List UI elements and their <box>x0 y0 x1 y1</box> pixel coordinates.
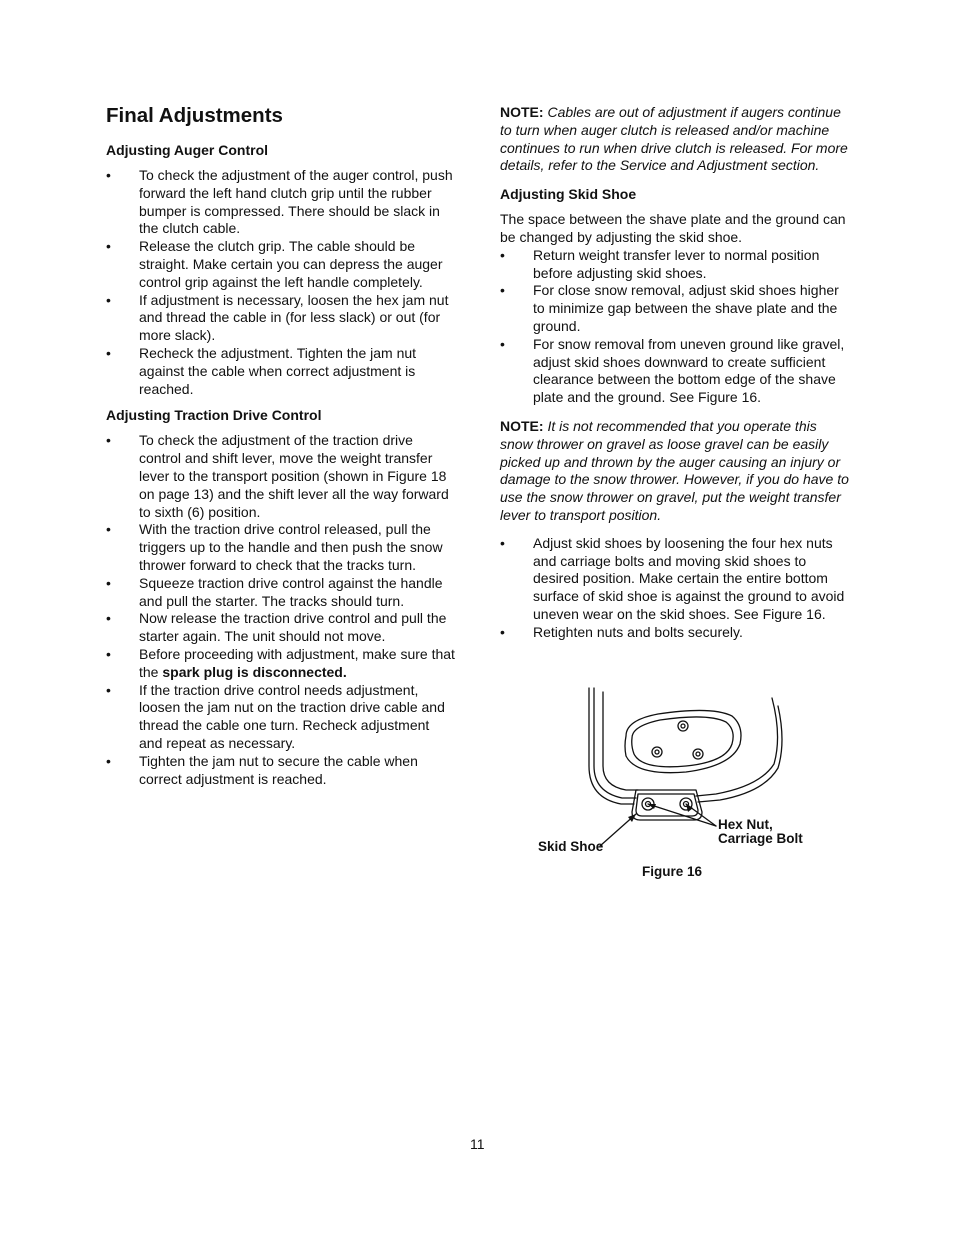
skid-intro: The space between the shave plate and the ground can be changed by adjusting the skid shoe. <box>500 211 846 245</box>
skid-list <box>500 247 852 407</box>
hex-nut-label: Hex Nut, Carriage Bolt <box>718 817 803 846</box>
list-item: • For snow removal from uneven ground like gravel, adjust skid shoes downward to create sufficient clearance between the bottom edge of the shave plate and the ground. See Figure 16. <box>500 335 845 406</box>
list-item: • To check the adjustment of the traction drive control and shift lever, move the weight transfer lever to the transport position (shown in Figure 18 on page 13) and the shift lever all the way forward to sixth (6) position. <box>106 432 449 520</box>
bullet: • <box>500 246 505 263</box>
auger-heading: Adjusting Auger Control <box>106 142 269 158</box>
bullet: • <box>106 344 111 361</box>
figure-16 <box>536 686 826 886</box>
bullet: • <box>106 167 111 183</box>
list-item: • If the traction drive control needs adjustment, loosen the jam nut on the traction drive cable and thread the cable one turn. Recheck adjustment and repeat as necessary. <box>106 681 445 751</box>
skid-list-2 <box>500 535 852 642</box>
bullet: • <box>106 681 111 698</box>
skid-shoe-label: Skid Shoe <box>538 839 604 854</box>
list-item: • If adjustment is necessary, loosen the hex jam nut and thread the cable in (for less slack) or out (for more slack). <box>106 291 449 344</box>
list-item: • For close snow removal, adjust skid shoes higher to minimize gap between the shave plate and the ground. <box>500 282 839 334</box>
bullet: • <box>106 610 111 627</box>
bullet: • <box>500 335 505 352</box>
list-item <box>106 646 456 682</box>
note-cables <box>500 104 852 175</box>
bullet: • <box>106 238 111 255</box>
spark-prefix: Before proceeding with adjustment, make sure that the <box>139 645 455 680</box>
bullet: • <box>106 645 111 662</box>
list-item: • Adjust skid shoes by loosening the four hex nuts and carriage bolts and moving skid shoes to desired position. Make certain the entire bottom surface of skid shoe is against the ground to avoid uneven wear on the skid shoes. See Figure 16. <box>500 534 845 622</box>
skid-shoe-illustration <box>536 686 826 886</box>
list-item: • Tighten the jam nut to secure the cable when correct adjustment is reached. <box>106 752 418 787</box>
skid-heading: Adjusting Skid Shoe <box>500 186 637 203</box>
note-label: NOTE: <box>500 417 544 434</box>
list-item: • Retighten nuts and bolts securely. <box>500 623 743 640</box>
note-gravel <box>500 418 852 525</box>
bullet: • <box>500 282 505 299</box>
page-number: 11 <box>470 1136 485 1152</box>
note-text: Cables are out of adjustment if augers continue to turn when auger clutch is released and/or machine continues to run when drive clutch is released. For more details, refer to the Service and Adjustment section. <box>500 104 848 174</box>
auger-list <box>106 167 456 398</box>
list-item: • Squeeze traction drive control against the handle and pull the starter. The tracks should turn. <box>106 574 443 609</box>
bullet: • <box>106 752 111 769</box>
page-title: Final Adjustments <box>106 104 283 127</box>
bullet: • <box>500 534 505 551</box>
spark-warning: spark plug is disconnected. <box>162 663 347 680</box>
right-column <box>500 104 852 642</box>
list-item: • With the traction drive control released, pull the triggers up to the handle and then push the snow thrower forward to check that the tracks turn. <box>106 521 443 573</box>
traction-heading: Adjusting Traction Drive Control <box>106 407 322 424</box>
bullet: • <box>106 521 111 538</box>
bullet: • <box>106 432 111 449</box>
note-label: NOTE: <box>500 104 544 120</box>
list-item: • Recheck the adjustment. Tighten the jam nut against the cable when correct adjustment is reached. <box>106 344 417 397</box>
traction-list <box>106 432 456 788</box>
left-column <box>106 100 456 788</box>
list-item: • Now release the traction drive control and pull the starter again. The unit should not move. <box>106 610 447 645</box>
figure-caption: Figure 16 <box>642 864 703 879</box>
note-text: It is not recommended that you operate this snow thrower on gravel as loose gravel can be easily picked up and thrown by the auger causing an injury or damage to the snow thrower. However, if you do have to use the snow thrower on gravel, put the weight transfer lever to transport position. <box>500 417 849 523</box>
list-item: • To check the adjustment of the auger control, push forward the left hand clutch grip until the rubber bumper is compressed. There should be slack in the clutch cable. <box>106 167 453 237</box>
list-item: • Release the clutch grip. The cable should be straight. Make certain you can depress the auger control grip against the left handle completely. <box>106 238 443 290</box>
bullet: • <box>106 291 111 308</box>
bullet: • <box>106 574 111 591</box>
bullet: • <box>500 623 505 640</box>
list-item: • Return weight transfer lever to normal position before adjusting skid shoes. <box>500 246 820 281</box>
